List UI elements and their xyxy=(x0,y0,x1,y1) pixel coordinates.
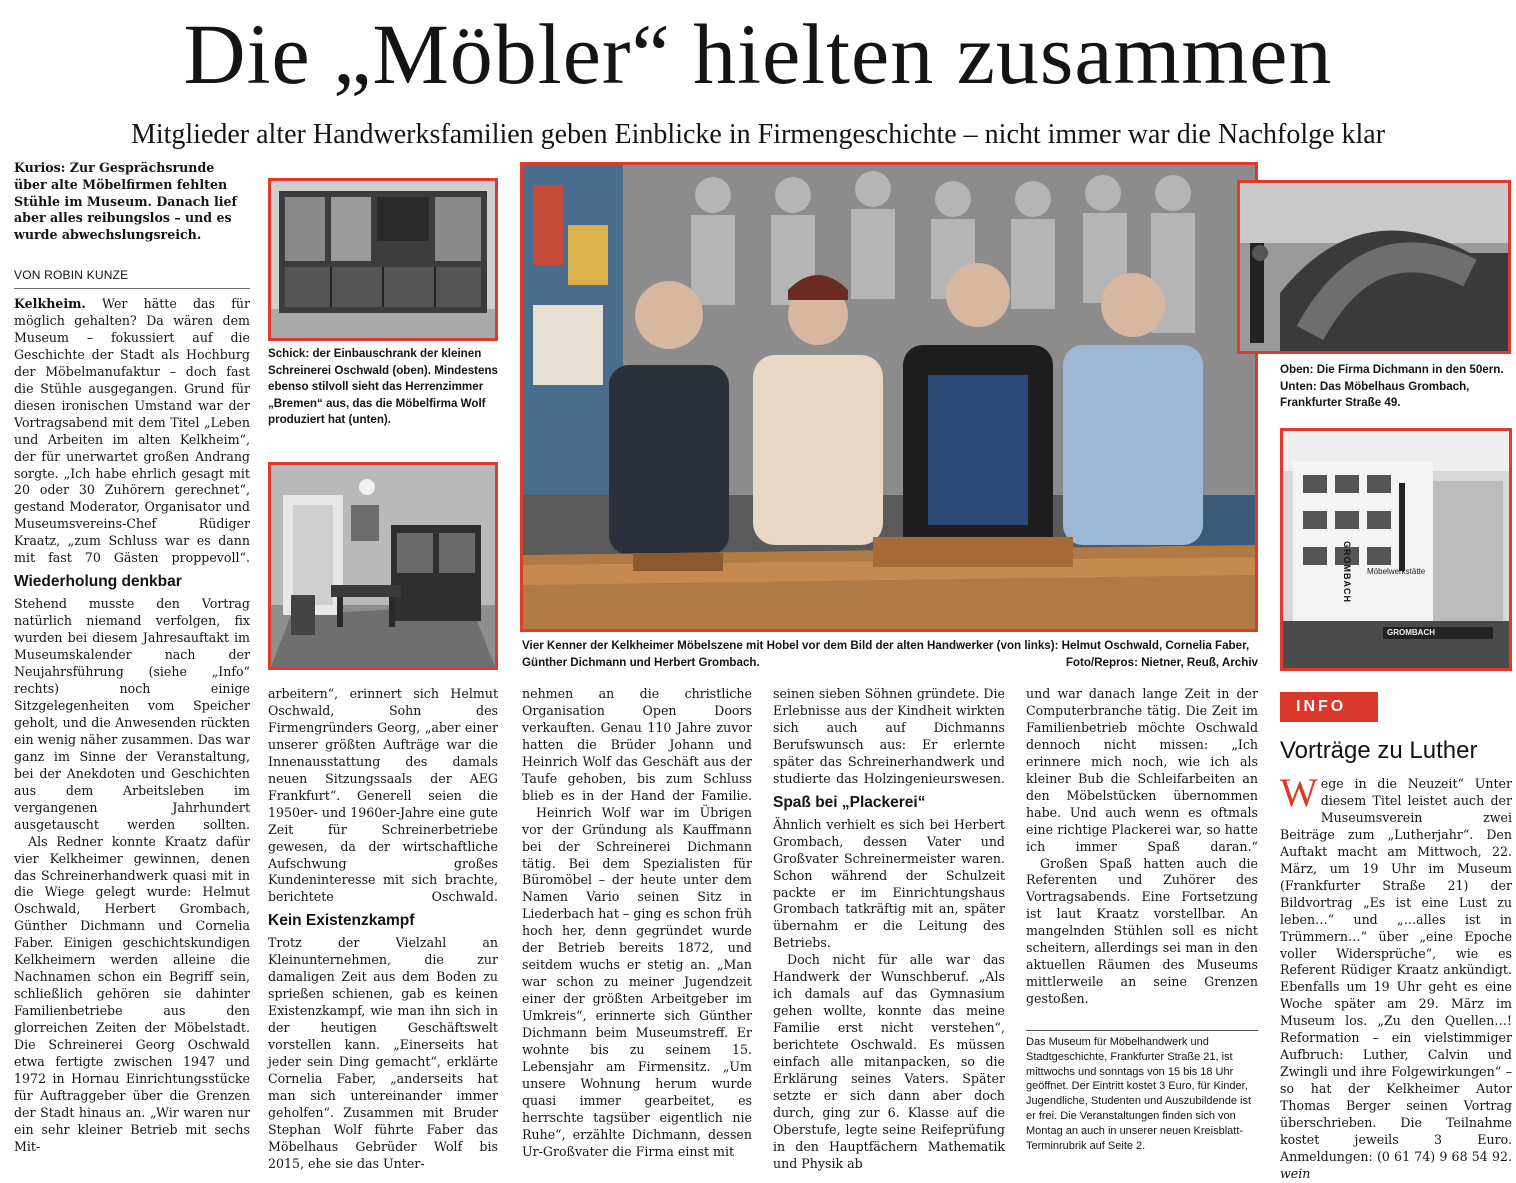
photo-cabinet xyxy=(268,178,498,341)
info-body xyxy=(1280,770,1512,1183)
byline: VON ROBIN KUNZE xyxy=(14,268,129,282)
article-column-3 xyxy=(522,686,752,1161)
column-5-paragraph-2: Großen Spaß hatten auch die Referenten und Zuhörer des Vortragsabends. Eine Fortsetzung ist laut Kraatz vorstellbar. An mangelnden Stühlen soll es nicht scheitern, allerdings sei man in den aktuellen Räumen des Museums mittlerweile an seine Grenzen gestoßen. xyxy=(1026,855,1258,1007)
column-2-paragraph-1: arbeitern“, erinnert sich Helmut Oschwald, Sohn des Firmengründers Georg, „aber einer unserer größten Aufträge war die Innenausstattung des damals neuen Sitzungssaals der AEG Frankfurt“. Generell seien die 1950er- und 1960er-Jahre eine gute Zeit für Schreinerbetriebe gewesen, da der wirtschaftliche Aufschwung großes Kundeninteresse mit sich brachte, berichtete Oschwald. xyxy=(268,686,498,905)
caption-main-photo: Vier Kenner der Kelkheimer Möbelszene mit Hobel vor dem Bild der alten Handwerker (von links): Helmut Oschwald, Cornelia Faber, Günther Dichmann und Herbert Grombach. xyxy=(522,639,1250,669)
caption-right: Oben: Die Firma Dichmann in den 50ern. Unten: Das Möbelhaus Grombach, Frankfurter Straße 49. xyxy=(1280,363,1504,410)
byline-divider xyxy=(14,288,250,289)
main-photo xyxy=(520,162,1258,632)
subheading-existenzkampf: Kein Existenzkampf xyxy=(268,912,415,930)
museum-info-note: Das Museum für Möbelhandwerk und Stadtgeschichte, Frankfurter Straße 21, ist mittwochs und sonntags von 15 bis 18 Uhr geöffnet. Der Eintritt kostet 3 Euro, für Kinder, Jugendliche, Studenten und Auszubildende ist er frei. Die Veranstaltungen finden sich von Montag an auch in unserer neuen Kreisblatt-Terminrubrik auf Seite 2. xyxy=(1026,1030,1258,1153)
caption-furniture: Schick: der Einbauschrank der kleinen Schreinerei Oschwald (oben). Mindestens ebenso stilvoll sieht das Herrenzimmer „Bremen“ aus, das die Möbelfirma Wolf produziert hat (unten). xyxy=(268,347,498,427)
column-4-paragraph-2: Ähnlich verhielt es sich bei Herbert Grombach, dessen Vater und Großvater Schreinermeister waren. Schon während der Schulzeit packte er im Einrichtungshaus Grombach tatkräftig mit an, später übernahm er die Leitung des Betriebs. xyxy=(773,816,1005,951)
subheading-wiederholung: Wiederholung denkbar xyxy=(14,573,182,591)
column-4-paragraph-3: Doch nicht für alle war das Handwerk der Wunschberuf. „Als ich damals auf das Gymnasium gehen wollte, konnte das meine Familie erst nicht verstehen“, berichtete Oschwald. Es müssen einfach alle mitanpacken, so die Erklärung seines Vaters. Später setzte er sich dann aber doch durch, ging zur 6. Klasse auf die Oberstufe, legte seine Reifeprüfung in den Hauptfächern Mathematik und Physik ab xyxy=(773,952,1005,1171)
info-dropcap: W xyxy=(1280,770,1318,815)
photo-grombach-building xyxy=(1280,428,1512,671)
photo-dichmann-50s xyxy=(1237,180,1511,354)
info-tag: INFO xyxy=(1280,692,1378,722)
column-1-paragraph-2: Stehend musste den Vortrag natürlich niemand verfolgen, fix wurden bei diesem Jahresauftakt im Museumskalender nach der Neujahrsführung (siehe „Info“ rechts) noch einige Sitzgelegenheiten vom Speicher geholt, und die Anwesenden rückten ein wenig näher zusammen. Das war ganz im Sinne der Veranstaltung, bei der Anekdoten und Geschichten aus dem Arbeitsleben im vergangenen Jahrhundert ausgetauscht werden sollten. xyxy=(14,596,250,832)
article-column-1 xyxy=(14,296,250,1156)
article-column-2 xyxy=(268,686,498,1173)
photo-study-room xyxy=(268,462,498,670)
headline: Die „Möbler“ hielten zusammen xyxy=(183,6,1333,102)
column-4-paragraph-1: seinen sieben Söhnen gründete. Die Erlebnisse aus der Kindheit wirkten sich auch auf Dichmanns Berufswunsch aus: Er erlernte später das Schreinerhandwerk und studierte das Holzingenieurswesen. xyxy=(773,686,1005,786)
sign-moebelwerkstaette: Möbelwerkstätte xyxy=(1367,567,1426,576)
column-1-paragraph-1: Wer hätte das für möglich gehalten? Da wären dem Museum – fokussiert auf die Geschichte der Stadt als Hochburg der Möbelmanufaktur – doch fast die Stühle ausgegangen. Grund für diesen ironischen Umstand war der Vortragsabend mit dem Titel „Leben und Arbeiten im alten Kelkheim“, der für unerwartet großen Andrang sorgte. „Ich habe ehrlich gesagt mit 20 oder 30 Zuhörern gerechnet“, gestand Moderator, Organisator und Museumsvereins-Chef Rüdiger Kraatz, „zum Schluss war es dann mit fast 70 Gästen proppevoll“. xyxy=(14,296,250,566)
sign-grombach-vertical: GROMBACH xyxy=(1342,541,1352,603)
photo-credit: Foto/Repros: Nietner, Reuß, Archiv xyxy=(1065,656,1258,669)
subheading-plackerei: Spaß bei „Plackerei“ xyxy=(773,793,926,811)
column-5-paragraph-1: und war danach lange Zeit in der Computerbranche tätig. Die Zeit im Familienbetrieb möchte Oschwald dennoch nicht missen: „Ich erinnere mich noch, wie ich als kleiner Bub die Schleifarbeiten an den Möbelstücken übernommen habe. Und auch wenn es oftmals eine richtige Plackerei war, so hatte ich immer Spaß daran.“ xyxy=(1026,686,1258,854)
info-signature: wein xyxy=(1280,1165,1311,1181)
column-1-paragraph-3: Als Redner konnte Kraatz dafür vier Kelkheimer gewinnen, denen das Schreinerhandwerk quasi mit in die Wiege gelegt wurde: Helmut Oschwald, Herbert Grombach, Günther Dichmann und Cornelia Faber. Einigen geschichtskundigen Kelkheimern werden alleine die Nachnamen schon ein Begriff sein, schließlich gehören sie dahinter Familienbetriebe aus den glorreichen Zeiten der Möbelstadt. Die Schreinerei Georg Oschwald etwa fertigte zwischen 1947 und 1972 in Hornau Einrichtungsstücke für Auftraggeber über die Grenzen der Stadt hinaus an. „Wir waren nur ein sehr kleiner Betrieb mit sechs Mit- xyxy=(14,833,250,1154)
info-text: ege in die Neuzeit“ Unter diesem Titel leistet auch der Museumsverein zwei Beiträge zum „Lutherjahr“. Den Auftakt macht am Mittwoch, 22. März, um 19 Uhr im Museum (Frankfurter Straße 21) der Bildvortrag „Es ist eine Lust zu leben…“ und „…alles ist in Trümmern…“ über „eine Epoche voller Widersprüche“, wie es Referent Rüdiger Kraatz ankündigt. Ebenfalls um 19 Uhr geht es eine Woche später am 29. März im Museum los. „Zu den Quellen…! Reformation – ein vielstimmiger Aufbruch: Luther, Calvin und Zwingli und ihre Folgewirkungen“ – so hat der Kelkheimer Autor Thomas Berger seinen Vortrag überschrieben. Die Teilnahme kostet jeweils 3 Euro. Anmeldungen: (0 61 74) 9 68 54 92. xyxy=(1280,776,1512,1164)
article-column-4 xyxy=(773,686,1005,1173)
subheadline: Mitglieder alter Handwerksfamilien geben Einblicke in Firmengeschichte – nicht immer war die Nachfolge klar xyxy=(130,119,1386,150)
column-3-paragraph-1: nehmen an die christliche Organisation Open Doors verkauften. Genau 110 Jahre zuvor hatten die Brüder Johann und Heinrich Wolf das Geschäft aus der Taufe gehoben, bis zum Schluss blieb es in der Hand der Familie. xyxy=(522,686,752,803)
column-3-paragraph-2: Heinrich Wolf war im Übrigen vor der Gründung als Kauffmann bei der Schreinerei Dichmann tätig. Bei dem Spezialisten für Büromöbel – der heute unter dem Namen Vario seinen Sitz in Liederbach hat – ging es schon früh hoch her, denn gegründet wurde der Betrieb bereits 1872, und seitdem wuchs er stetig an. „Man war schon zu meiner Jugendzeit einer der größten Arbeitgeber im Umkreis“, erinnerte sich Günther Dichmann beim Museumstreff. Er wohnte bis zu seinem 15. Lebensjahr am Firmensitz. „Um unsere Wohnung herum wurde quasi immer gearbeitet, es herrschte tagsüber eigentlich nie Ruhe“, erzählte Dichmann, dessen Ur-Großvater die Firma einst mit xyxy=(522,804,752,1159)
sign-grombach-shopfront: GROMBACH xyxy=(1387,628,1435,637)
column-2-paragraph-2: Trotz der Vielzahl an Kleinunternehmen, die zur damaligen Zeit aus dem Boden zu sprießen schienen, gab es keinen Existenzkampf, wie man ihn sich in der heutigen Geschäftswelt vorstellen kann. „Einerseits hat jeder sein Ding gemacht“, erklärte Cornelia Faber, „anderseits hat man sich untereinander immer geholfen“. Zusammen mit Bruder Stephan Wolf führte Faber das Möbelhaus Gebrüder Wolf bis 2015, ehe sie das Unter- xyxy=(268,935,498,1171)
article-column-5 xyxy=(1026,686,1258,1008)
info-title: Vorträge zu Luther xyxy=(1280,737,1478,764)
lead-paragraph: Kurios: Zur Gesprächsrunde über alte Möbelfirmen fehlten Stühle im Museum. Danach lief aber alles reibungslos – und es wurde abwechslungsreich. xyxy=(14,160,237,243)
dateline: Kelkheim. xyxy=(14,296,86,311)
